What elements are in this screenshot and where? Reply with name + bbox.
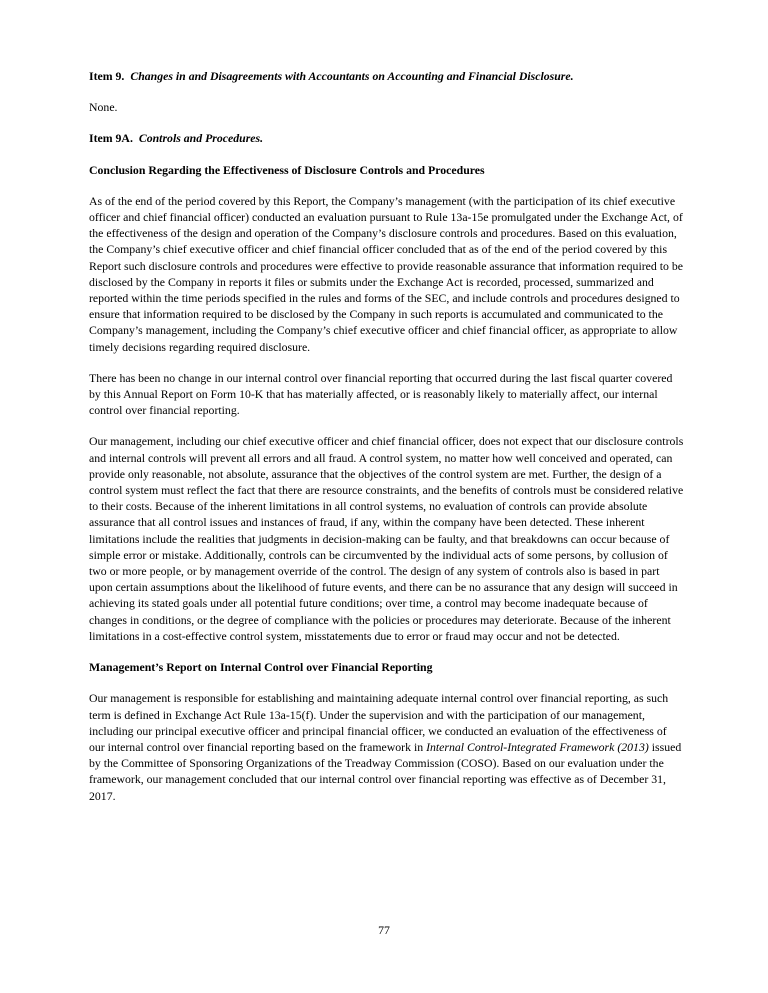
management-report-heading: Management’s Report on Internal Control over Financial Reporting xyxy=(89,660,433,675)
conclusion-paragraph-2: There has been no change in our internal control over financial reporting that occurred during the last fiscal quarter covered by this Annual Report on Form 10-K that has materially affected, or is reasonably likely to materially affect, our internal control over financial reporting. xyxy=(89,370,673,418)
framework-title: Internal Control-Integrated Framework (2013) xyxy=(426,739,649,754)
page-number: 77 xyxy=(378,923,390,937)
management-report-text-b: issued by the Committee of Sponsoring Organizations of the Treadway Commission (COSO). Based on our evaluation under the framework, our management concluded that our internal control over financial reporting was effective as of December 31, 2017. xyxy=(89,739,682,803)
item9-heading xyxy=(89,68,685,84)
item9a-number: Item 9A. xyxy=(89,131,133,146)
management-report-text-a: Our management is responsible for establishing and maintaining adequate internal control over financial reporting, as such term is defined in Exchange Act Rule 13a-15(f). Under the supervision and with the participation of our management, including our principal executive officer and principal financial officer, we conducted an evaluation of the effectiveness of our internal control over financial reporting based on the framework in xyxy=(89,691,669,754)
conclusion-heading: Conclusion Regarding the Effectiveness of Disclosure Controls and Procedures xyxy=(89,162,485,177)
conclusion-paragraph-1: As of the end of the period covered by this Report, the Company’s management (with the participation of its chief executive officer and chief financial officer) conducted an evaluation pursuant to Rule 13a-15e promulgated under the Exchange Act, of the effectiveness of the design and operation of the Company’s disclosure controls and procedures. Based on this evaluation, the Company’s chief executive officer and chief financial officer concluded that as of the end of the period covered by this Report such disclosure controls and procedures were effective to provide reasonable assurance that information required to be disclosed by the Company in reports it files or submits under the Exchange Act is recorded, processed, summarized and reported within the time periods specified in the rules and forms of the SEC, and include controls and procedures designed to ensure that information required to be disclosed by the Company in such reports is accumulated and communicated to the Company’s management, including the Company’s chief executive officer and chief financial officer, as appropriate to allow timely decisions regarding required disclosure. xyxy=(89,193,683,354)
management-report-paragraph xyxy=(89,690,685,803)
item9-number: Item 9. xyxy=(89,69,125,83)
document-page xyxy=(89,64,685,804)
item9-body: None. xyxy=(89,100,118,115)
item9-title: Changes in and Disagreements with Accountants on Accounting and Financial Disclosure. xyxy=(130,69,574,83)
conclusion-paragraph-3: Our management, including our chief executive officer and chief financial officer, does not expect that our disclosure controls and internal controls will prevent all errors and all fraud. A control system, no matter how well conceived and operated, can provide only reasonable, not absolute, assurance that the objectives of the control system are met. Further, the design of a control system must reflect the fact that there are resource constraints, and the benefits of controls must be considered relative to their costs. Because of the inherent limitations in all control systems, no evaluation of controls can provide absolute assurance that all control issues and instances of fraud, if any, within the company have been detected. These inherent limitations include the realities that judgments in decision-making can be faulty, and that breakdowns can occur because of simple error or mistake. Additionally, controls can be circumvented by the individual acts of some persons, by collusion of two or more people, or by management override of the control. The design of any system of controls also is based in part upon certain assumptions about the likelihood of future events, and there can be no assurance that any design will succeed in achieving its stated goals under all potential future conditions; over time, a control may become inadequate because of changes in conditions, or the degree of compliance with the policies or procedures may deteriorate. Because of the inherent limitations in a cost-effective control system, misstatements due to error or fraud may occur and not be detected. xyxy=(89,434,684,643)
item9a-heading xyxy=(89,130,685,146)
item9a-title: Controls and Procedures. xyxy=(138,131,264,146)
